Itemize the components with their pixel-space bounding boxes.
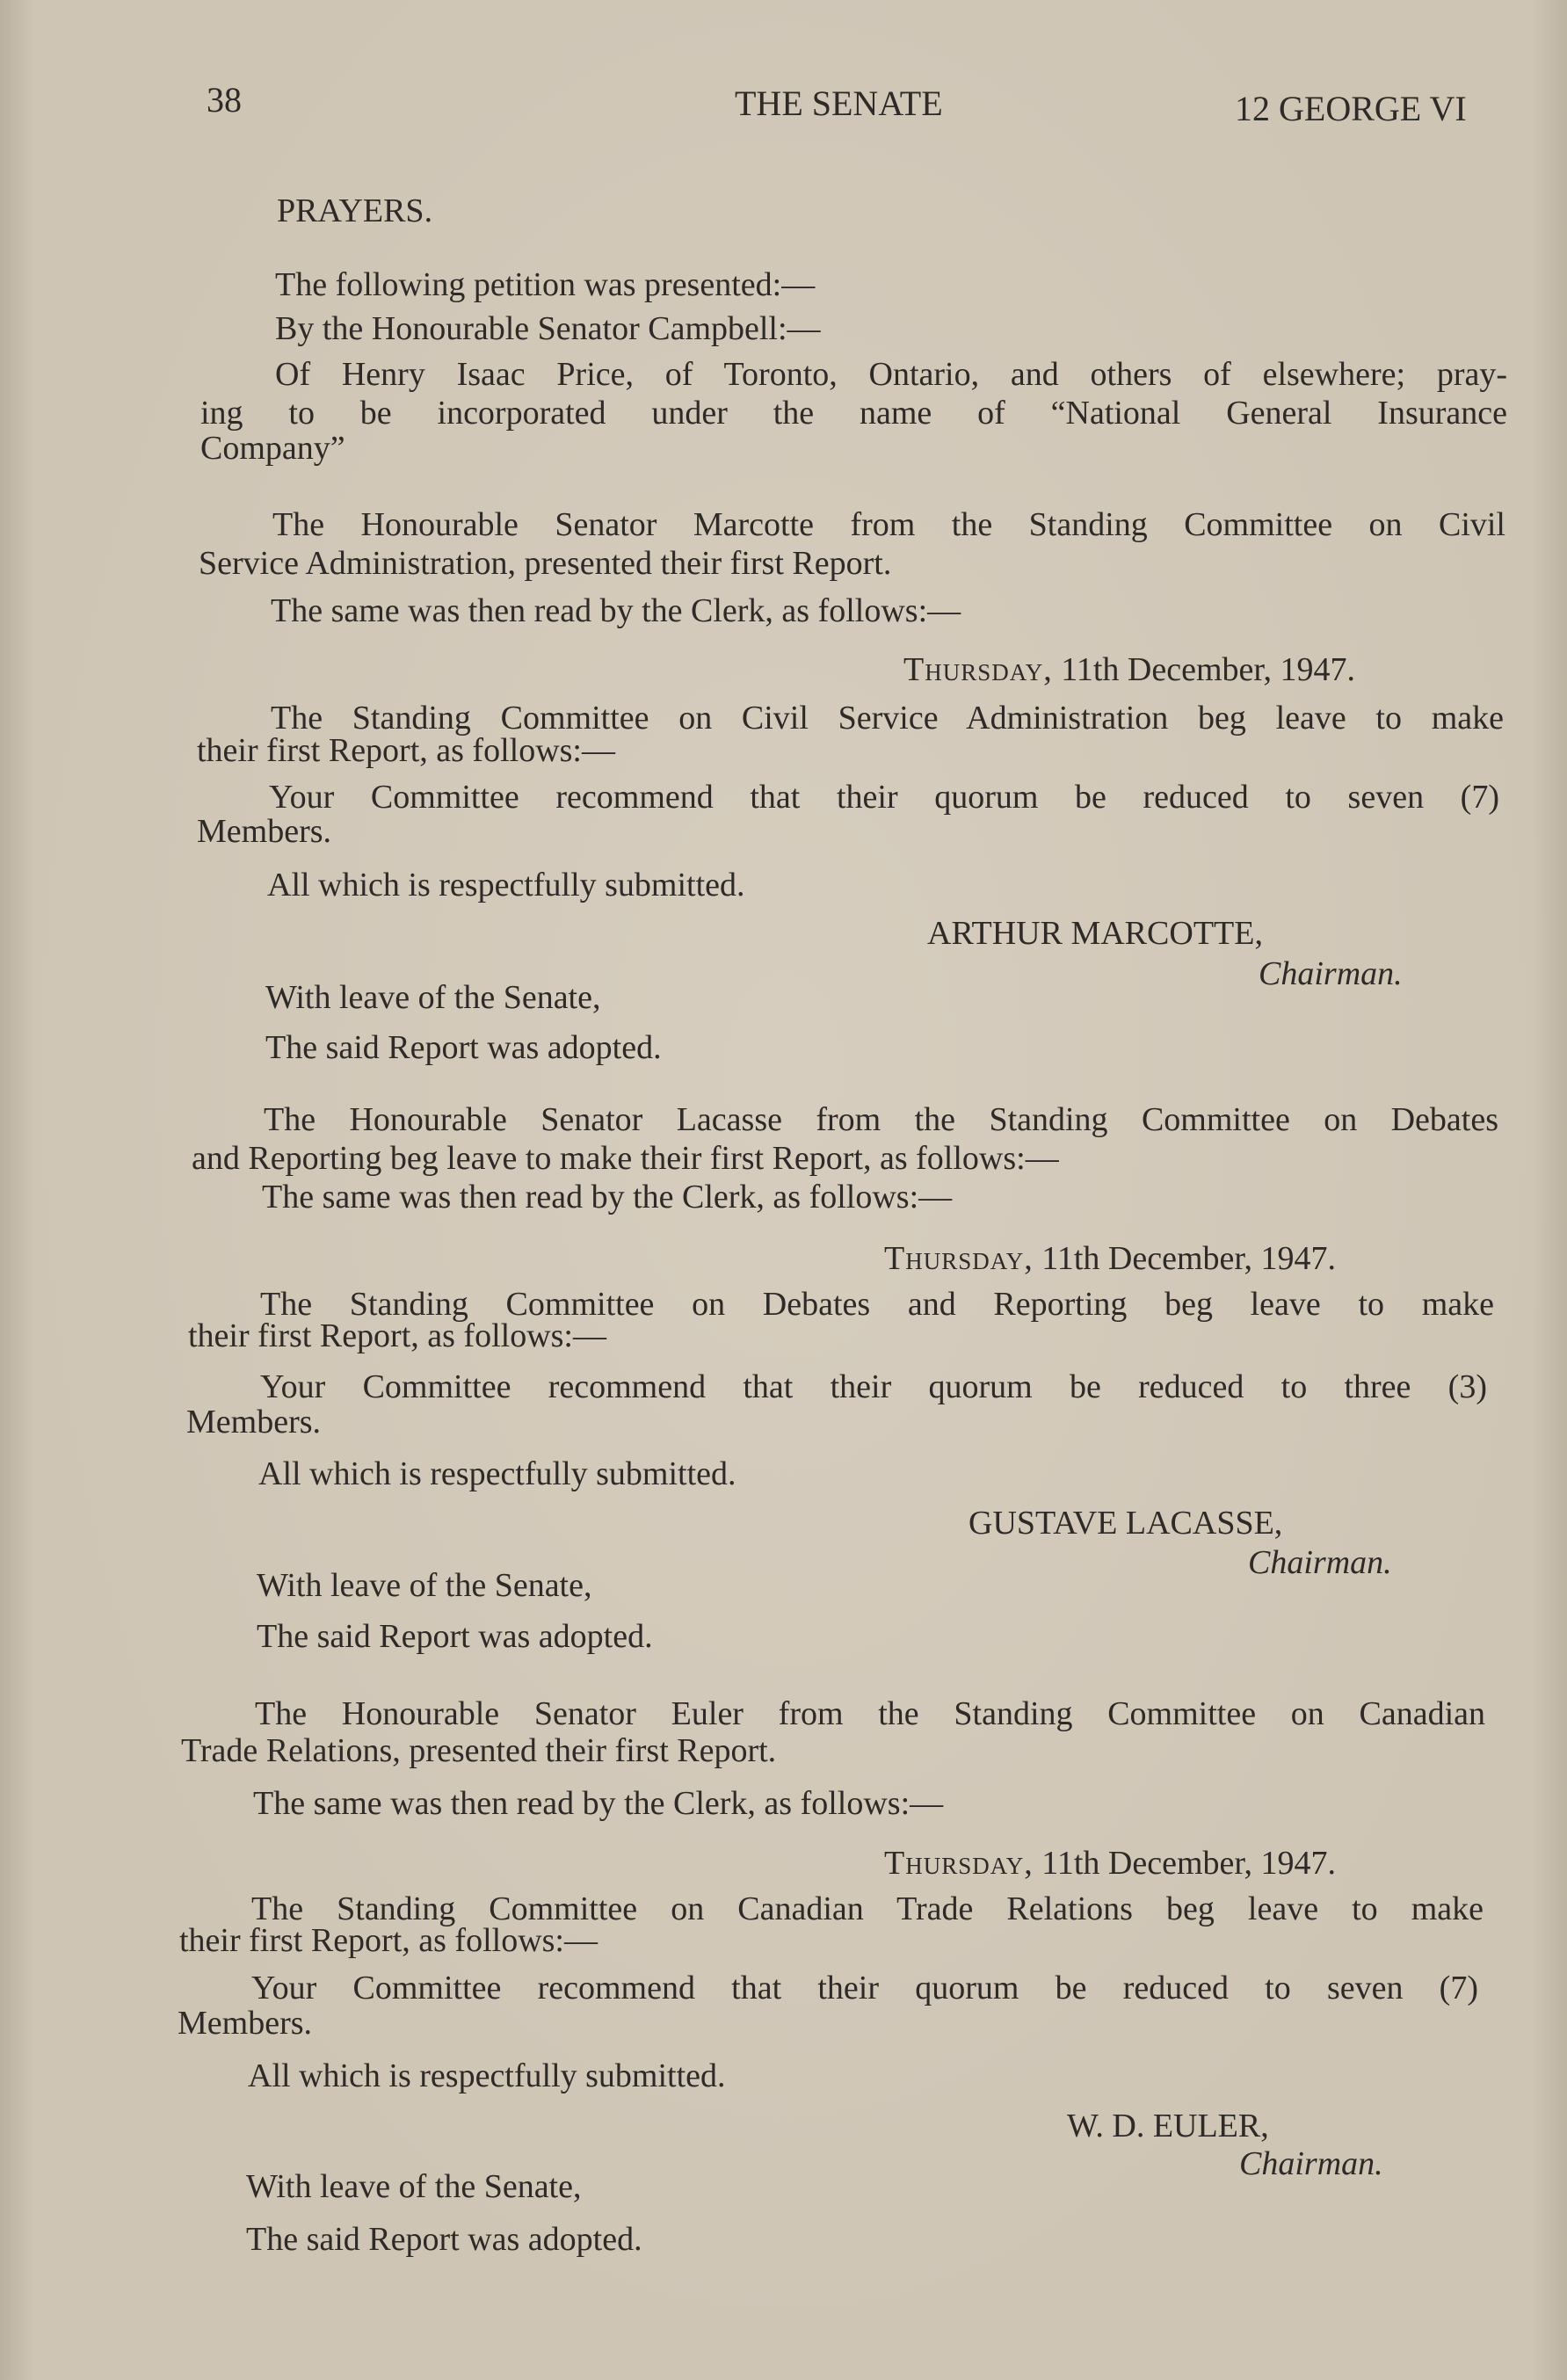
report3-date-day: Thursday,: [884, 1845, 1034, 1882]
report2-signer: GUSTAVE LACASSE,: [968, 1505, 1283, 1542]
petition-text-line1: Of Henry Isaac Price, of Toronto, Ontario, and others of elsewhere; pray-: [275, 356, 1507, 393]
report3-date-rest: 11th December, 1947.: [1033, 1845, 1337, 1882]
report1-adopted: The said Report was adopted.: [265, 1029, 662, 1066]
report2-leave-line2: their first Report, as follows:—: [188, 1317, 606, 1354]
report1-date: [903, 650, 1355, 689]
report2-quorum-line2: Members.: [186, 1404, 322, 1440]
report1-read: The same was then read by the Clerk, as follows:—: [271, 592, 961, 629]
petition-intro: The following petition was presented:—: [275, 266, 816, 303]
report3-submitted: All which is respectfully submitted.: [248, 2057, 726, 2094]
report3-signer: W. D. EULER,: [1067, 2108, 1269, 2144]
report1-intro-line1: The Honourable Senator Marcotte from the Standing Committee on Civil: [272, 506, 1505, 543]
report3-leave-line2: their first Report, as follows:—: [179, 1922, 598, 1959]
report2-intro-line1: The Honourable Senator Lacasse from the Standing Committee on Debates: [264, 1101, 1498, 1138]
report3-quorum-line2: Members.: [178, 2005, 313, 2042]
petition-text-line2: ing to be incorporated under the name of “National General Insurance: [200, 395, 1507, 432]
report3-leave-line1: The Standing Committee on Canadian Trade Relations beg leave to make: [251, 1890, 1484, 1927]
report3-with-leave: With leave of the Senate,: [246, 2168, 582, 2205]
petition-text-line3: Company”: [200, 430, 345, 467]
report2-leave-line1: The Standing Committee on Debates and Reporting beg leave to make: [260, 1286, 1494, 1323]
report2-submitted: All which is respectfully submitted.: [258, 1455, 736, 1492]
page-number: 38: [207, 80, 242, 120]
prayers-heading: PRAYERS.: [277, 192, 433, 229]
report2-date-rest: 11th December, 1947.: [1033, 1240, 1337, 1277]
report3-intro-line1: The Honourable Senator Euler from the Standing Committee on Canadian: [255, 1695, 1485, 1732]
report1-leave-line2: their first Report, as follows:—: [197, 732, 615, 769]
report3-intro-line2: Trade Relations, presented their first Report.: [181, 1732, 777, 1769]
report1-intro-line2: Service Administration, presented their first Report.: [199, 545, 892, 582]
report1-date-rest: 11th December, 1947.: [1052, 651, 1356, 688]
report2-adopted: The said Report was adopted.: [257, 1618, 653, 1655]
report2-intro-line2: and Reporting beg leave to make their first Report, as follows:—: [192, 1140, 1059, 1177]
report2-with-leave: With leave of the Senate,: [257, 1567, 592, 1604]
report1-date-day: Thursday,: [903, 651, 1053, 688]
report1-leave-line1: The Standing Committee on Civil Service Administration beg leave to make: [271, 700, 1504, 736]
report3-date: [884, 1844, 1336, 1883]
report3-role: Chairman.: [1239, 2145, 1383, 2182]
report2-quorum-line1: Your Committee recommend that their quorum be reduced to three (3): [260, 1368, 1487, 1405]
page-title: THE SENATE: [735, 83, 943, 123]
report2-role: Chairman.: [1248, 1544, 1392, 1581]
regnal-year: 12 GEORGE VI: [1235, 89, 1467, 128]
report1-with-leave: With leave of the Senate,: [265, 979, 601, 1016]
report1-signer: ARTHUR MARCOTTE,: [927, 915, 1263, 952]
report1-quorum-line1: Your Committee recommend that their quorum be reduced to seven (7): [269, 779, 1499, 816]
report3-quorum-line1: Your Committee recommend that their quorum be reduced to seven (7): [251, 1970, 1478, 2006]
report2-read: The same was then read by the Clerk, as follows:—: [262, 1179, 953, 1215]
petition-by: By the Honourable Senator Campbell:—: [275, 310, 821, 347]
report3-adopted: The said Report was adopted.: [246, 2221, 642, 2258]
report3-read: The same was then read by the Clerk, as follows:—: [253, 1785, 944, 1822]
report2-date-day: Thursday,: [884, 1240, 1034, 1277]
report1-submitted: All which is respectfully submitted.: [267, 867, 745, 903]
report1-role: Chairman.: [1259, 955, 1403, 992]
report2-date: [884, 1239, 1336, 1278]
report1-quorum-line2: Members.: [197, 813, 332, 850]
